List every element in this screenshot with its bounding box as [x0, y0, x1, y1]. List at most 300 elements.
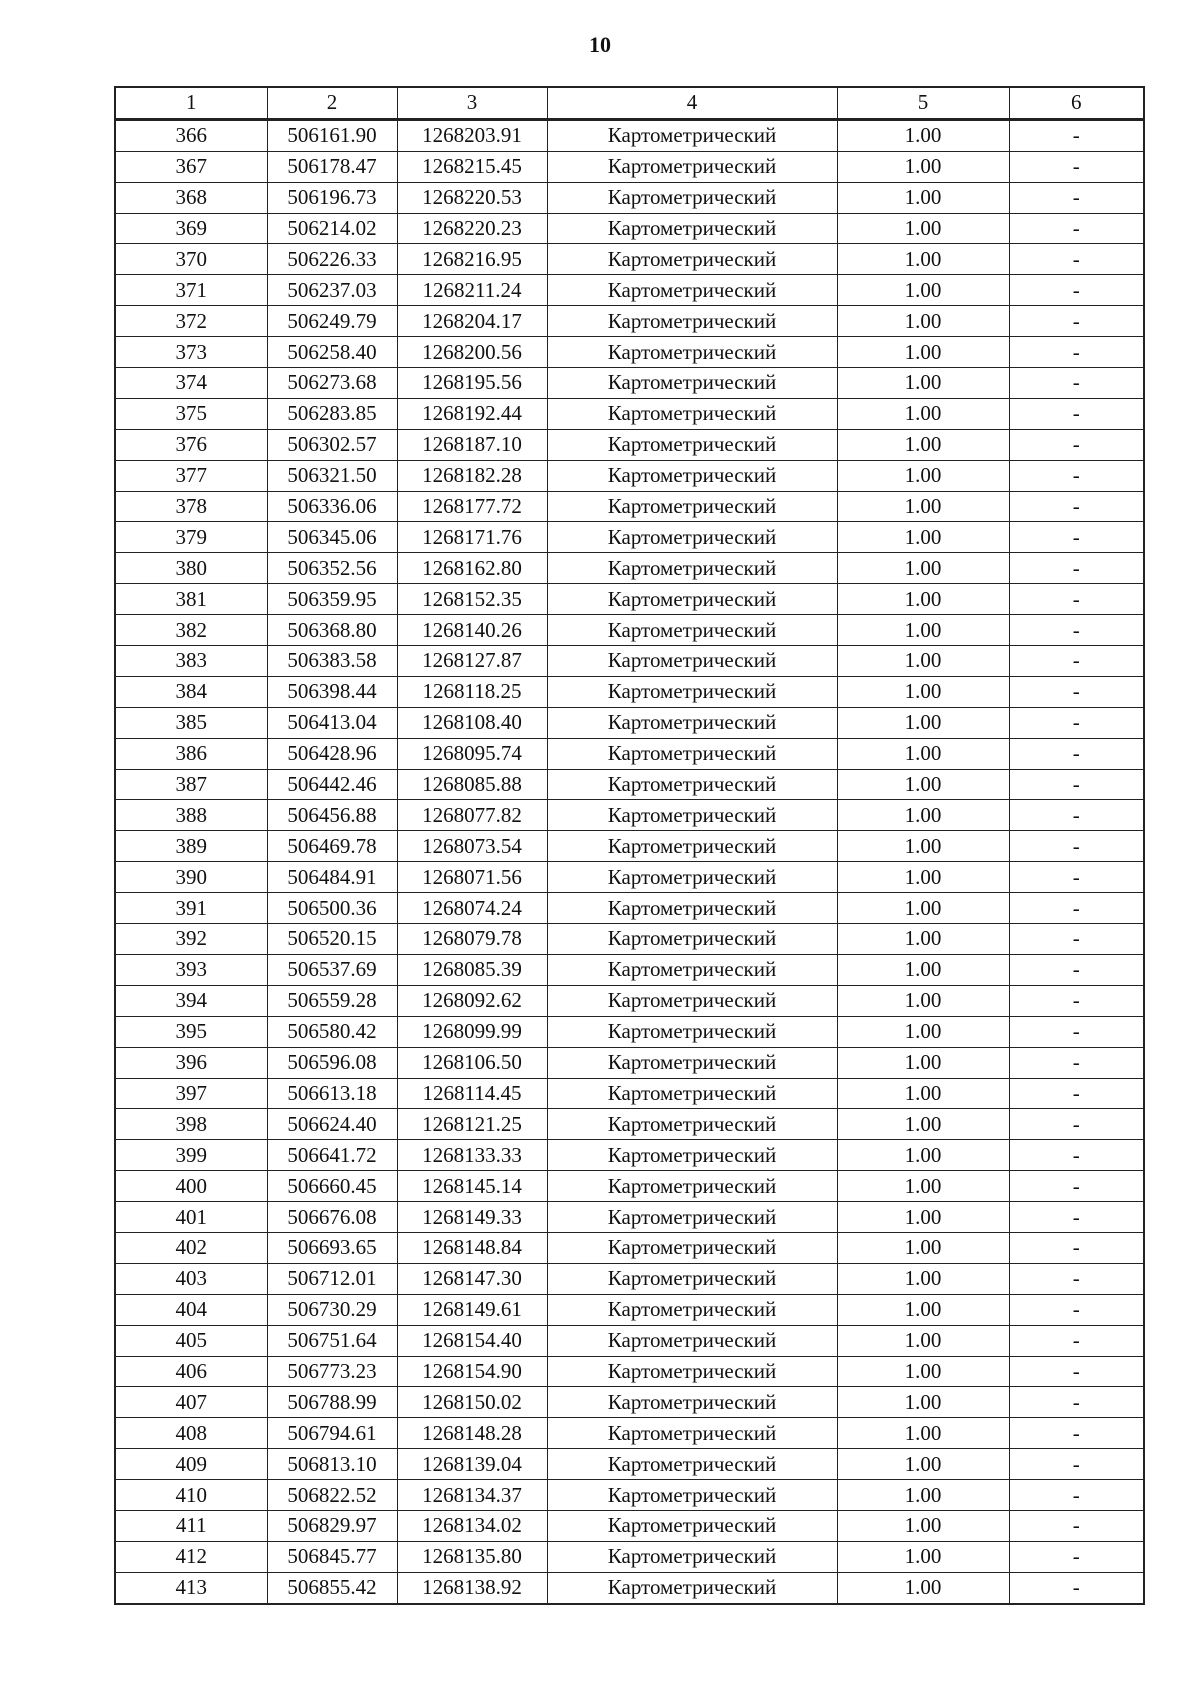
- point-number-cell: 366: [115, 119, 267, 151]
- y-coordinate-cell: 1268182.28: [397, 460, 547, 491]
- y-coordinate-cell: 1268187.10: [397, 429, 547, 460]
- x-coordinate-cell: 506660.45: [267, 1171, 397, 1202]
- y-coordinate-cell: 1268149.61: [397, 1294, 547, 1325]
- table-row: [115, 151, 1144, 182]
- note-cell: -: [1009, 1480, 1144, 1511]
- accuracy-cell: 1.00: [837, 553, 1009, 584]
- method-cell: Картометрический: [547, 1541, 837, 1572]
- accuracy-cell: 1.00: [837, 1418, 1009, 1449]
- method-cell: Картометрический: [547, 1232, 837, 1263]
- y-coordinate-cell: 1268148.84: [397, 1232, 547, 1263]
- point-number-cell: 406: [115, 1356, 267, 1387]
- accuracy-cell: 1.00: [837, 337, 1009, 368]
- note-cell: -: [1009, 615, 1144, 646]
- point-number-cell: 389: [115, 831, 267, 862]
- note-cell: -: [1009, 1047, 1144, 1078]
- point-number-cell: 401: [115, 1202, 267, 1233]
- table-row: [115, 985, 1144, 1016]
- x-coordinate-cell: 506484.91: [267, 862, 397, 893]
- note-cell: -: [1009, 398, 1144, 429]
- note-cell: -: [1009, 1232, 1144, 1263]
- method-cell: Картометрический: [547, 800, 837, 831]
- point-number-cell: 413: [115, 1572, 267, 1603]
- accuracy-cell: 1.00: [837, 707, 1009, 738]
- accuracy-cell: 1.00: [837, 1078, 1009, 1109]
- table-row: [115, 1171, 1144, 1202]
- y-coordinate-cell: 1268149.33: [397, 1202, 547, 1233]
- accuracy-cell: 1.00: [837, 1232, 1009, 1263]
- x-coordinate-cell: 506794.61: [267, 1418, 397, 1449]
- note-cell: -: [1009, 1418, 1144, 1449]
- note-cell: -: [1009, 893, 1144, 924]
- y-coordinate-cell: 1268154.40: [397, 1325, 547, 1356]
- table-row: [115, 1572, 1144, 1603]
- accuracy-cell: 1.00: [837, 615, 1009, 646]
- x-coordinate-cell: 506196.73: [267, 182, 397, 213]
- table-row: [115, 553, 1144, 584]
- x-coordinate-cell: 506596.08: [267, 1047, 397, 1078]
- page-number: 10: [589, 32, 611, 57]
- method-cell: Картометрический: [547, 1294, 837, 1325]
- point-number-cell: 383: [115, 646, 267, 677]
- note-cell: -: [1009, 151, 1144, 182]
- point-number-cell: 412: [115, 1541, 267, 1572]
- method-cell: Картометрический: [547, 584, 837, 615]
- point-number-cell: 405: [115, 1325, 267, 1356]
- accuracy-cell: 1.00: [837, 213, 1009, 244]
- method-cell: Картометрический: [547, 1325, 837, 1356]
- note-cell: -: [1009, 460, 1144, 491]
- table-row: [115, 1016, 1144, 1047]
- table-row: [115, 1449, 1144, 1480]
- x-coordinate-cell: 506398.44: [267, 676, 397, 707]
- accuracy-cell: 1.00: [837, 800, 1009, 831]
- y-coordinate-cell: 1268192.44: [397, 398, 547, 429]
- accuracy-cell: 1.00: [837, 1202, 1009, 1233]
- x-coordinate-cell: 506822.52: [267, 1480, 397, 1511]
- note-cell: -: [1009, 1510, 1144, 1541]
- accuracy-cell: 1.00: [837, 1572, 1009, 1603]
- accuracy-cell: 1.00: [837, 398, 1009, 429]
- x-coordinate-cell: 506813.10: [267, 1449, 397, 1480]
- method-cell: Картометрический: [547, 1418, 837, 1449]
- note-cell: -: [1009, 429, 1144, 460]
- note-cell: -: [1009, 1356, 1144, 1387]
- accuracy-cell: 1.00: [837, 429, 1009, 460]
- table-row: [115, 182, 1144, 213]
- y-coordinate-cell: 1268216.95: [397, 244, 547, 275]
- method-cell: Картометрический: [547, 1047, 837, 1078]
- x-coordinate-cell: 506283.85: [267, 398, 397, 429]
- point-number-cell: 393: [115, 954, 267, 985]
- table-row: [115, 119, 1144, 151]
- table-row: [115, 1232, 1144, 1263]
- x-coordinate-cell: 506321.50: [267, 460, 397, 491]
- note-cell: -: [1009, 491, 1144, 522]
- accuracy-cell: 1.00: [837, 151, 1009, 182]
- accuracy-cell: 1.00: [837, 1541, 1009, 1572]
- x-coordinate-cell: 506580.42: [267, 1016, 397, 1047]
- method-cell: Картометрический: [547, 862, 837, 893]
- point-number-cell: 375: [115, 398, 267, 429]
- x-coordinate-cell: 506613.18: [267, 1078, 397, 1109]
- x-coordinate-cell: 506383.58: [267, 646, 397, 677]
- method-cell: Картометрический: [547, 1016, 837, 1047]
- note-cell: -: [1009, 1387, 1144, 1418]
- accuracy-cell: 1.00: [837, 646, 1009, 677]
- table-row: [115, 306, 1144, 337]
- accuracy-cell: 1.00: [837, 831, 1009, 862]
- accuracy-cell: 1.00: [837, 119, 1009, 151]
- accuracy-cell: 1.00: [837, 1047, 1009, 1078]
- table-row: [115, 584, 1144, 615]
- y-coordinate-cell: 1268150.02: [397, 1387, 547, 1418]
- y-coordinate-cell: 1268200.56: [397, 337, 547, 368]
- table-row: [115, 1541, 1144, 1572]
- method-cell: Картометрический: [547, 924, 837, 955]
- point-number-cell: 408: [115, 1418, 267, 1449]
- method-cell: Картометрический: [547, 398, 837, 429]
- point-number-cell: 374: [115, 368, 267, 399]
- method-cell: Картометрический: [547, 646, 837, 677]
- method-cell: Картометрический: [547, 182, 837, 213]
- note-cell: -: [1009, 954, 1144, 985]
- x-coordinate-cell: 506352.56: [267, 553, 397, 584]
- method-cell: Картометрический: [547, 244, 837, 275]
- accuracy-cell: 1.00: [837, 460, 1009, 491]
- table-header-row: [115, 87, 1144, 119]
- note-cell: -: [1009, 584, 1144, 615]
- point-number-cell: 371: [115, 275, 267, 306]
- point-number-cell: 392: [115, 924, 267, 955]
- point-number-cell: 404: [115, 1294, 267, 1325]
- x-coordinate-cell: 506302.57: [267, 429, 397, 460]
- table-row: [115, 1109, 1144, 1140]
- note-cell: -: [1009, 182, 1144, 213]
- accuracy-cell: 1.00: [837, 182, 1009, 213]
- x-coordinate-cell: 506845.77: [267, 1541, 397, 1572]
- column-header-2: 2: [267, 87, 397, 119]
- y-coordinate-cell: 1268099.99: [397, 1016, 547, 1047]
- accuracy-cell: 1.00: [837, 1171, 1009, 1202]
- note-cell: -: [1009, 985, 1144, 1016]
- point-number-cell: 394: [115, 985, 267, 1016]
- y-coordinate-cell: 1268134.02: [397, 1510, 547, 1541]
- x-coordinate-cell: 506520.15: [267, 924, 397, 955]
- method-cell: Картометрический: [547, 1109, 837, 1140]
- accuracy-cell: 1.00: [837, 1016, 1009, 1047]
- column-header-6: 6: [1009, 87, 1144, 119]
- accuracy-cell: 1.00: [837, 368, 1009, 399]
- accuracy-cell: 1.00: [837, 924, 1009, 955]
- point-number-cell: 377: [115, 460, 267, 491]
- table-row: [115, 831, 1144, 862]
- note-cell: -: [1009, 1449, 1144, 1480]
- y-coordinate-cell: 1268177.72: [397, 491, 547, 522]
- y-coordinate-cell: 1268085.39: [397, 954, 547, 985]
- table-row: [115, 1202, 1144, 1233]
- method-cell: Картометрический: [547, 151, 837, 182]
- y-coordinate-cell: 1268071.56: [397, 862, 547, 893]
- point-number-cell: 390: [115, 862, 267, 893]
- point-number-cell: 369: [115, 213, 267, 244]
- note-cell: -: [1009, 1109, 1144, 1140]
- x-coordinate-cell: 506178.47: [267, 151, 397, 182]
- point-number-cell: 370: [115, 244, 267, 275]
- method-cell: Картометрический: [547, 893, 837, 924]
- y-coordinate-cell: 1268106.50: [397, 1047, 547, 1078]
- y-coordinate-cell: 1268220.53: [397, 182, 547, 213]
- table-row: [115, 924, 1144, 955]
- x-coordinate-cell: 506428.96: [267, 738, 397, 769]
- note-cell: -: [1009, 924, 1144, 955]
- point-number-cell: 367: [115, 151, 267, 182]
- table-row: [115, 1510, 1144, 1541]
- point-number-cell: 399: [115, 1140, 267, 1171]
- y-coordinate-cell: 1268134.37: [397, 1480, 547, 1511]
- accuracy-cell: 1.00: [837, 491, 1009, 522]
- x-coordinate-cell: 506624.40: [267, 1109, 397, 1140]
- table-row: [115, 676, 1144, 707]
- table-row: [115, 275, 1144, 306]
- method-cell: Картометрический: [547, 707, 837, 738]
- column-header-5: 5: [837, 87, 1009, 119]
- table-row: [115, 862, 1144, 893]
- table-row: [115, 738, 1144, 769]
- method-cell: Картометрический: [547, 1140, 837, 1171]
- note-cell: -: [1009, 368, 1144, 399]
- method-cell: Картометрический: [547, 337, 837, 368]
- note-cell: -: [1009, 337, 1144, 368]
- method-cell: Картометрический: [547, 615, 837, 646]
- table-row: [115, 244, 1144, 275]
- method-cell: Картометрический: [547, 1078, 837, 1109]
- method-cell: Картометрический: [547, 368, 837, 399]
- accuracy-cell: 1.00: [837, 1263, 1009, 1294]
- note-cell: -: [1009, 1016, 1144, 1047]
- accuracy-cell: 1.00: [837, 1325, 1009, 1356]
- method-cell: Картометрический: [547, 491, 837, 522]
- table-row: [115, 398, 1144, 429]
- accuracy-cell: 1.00: [837, 985, 1009, 1016]
- method-cell: Картометрический: [547, 553, 837, 584]
- note-cell: -: [1009, 738, 1144, 769]
- point-number-cell: 386: [115, 738, 267, 769]
- note-cell: -: [1009, 862, 1144, 893]
- table-row: [115, 1387, 1144, 1418]
- point-number-cell: 381: [115, 584, 267, 615]
- table-body: [115, 119, 1144, 1603]
- method-cell: Картометрический: [547, 429, 837, 460]
- table-row: [115, 213, 1144, 244]
- x-coordinate-cell: 506693.65: [267, 1232, 397, 1263]
- point-number-cell: 378: [115, 491, 267, 522]
- x-coordinate-cell: 506368.80: [267, 615, 397, 646]
- x-coordinate-cell: 506537.69: [267, 954, 397, 985]
- point-number-cell: 380: [115, 553, 267, 584]
- column-header-1: 1: [115, 87, 267, 119]
- x-coordinate-cell: 506676.08: [267, 1202, 397, 1233]
- x-coordinate-cell: 506469.78: [267, 831, 397, 862]
- table-row: [115, 368, 1144, 399]
- accuracy-cell: 1.00: [837, 1109, 1009, 1140]
- note-cell: -: [1009, 831, 1144, 862]
- accuracy-cell: 1.00: [837, 738, 1009, 769]
- note-cell: -: [1009, 306, 1144, 337]
- point-number-cell: 384: [115, 676, 267, 707]
- note-cell: -: [1009, 1202, 1144, 1233]
- x-coordinate-cell: 506712.01: [267, 1263, 397, 1294]
- note-cell: -: [1009, 1171, 1144, 1202]
- method-cell: Картометрический: [547, 1387, 837, 1418]
- y-coordinate-cell: 1268139.04: [397, 1449, 547, 1480]
- table-row: [115, 429, 1144, 460]
- accuracy-cell: 1.00: [837, 1294, 1009, 1325]
- note-cell: -: [1009, 707, 1144, 738]
- y-coordinate-cell: 1268147.30: [397, 1263, 547, 1294]
- y-coordinate-cell: 1268195.56: [397, 368, 547, 399]
- note-cell: -: [1009, 213, 1144, 244]
- accuracy-cell: 1.00: [837, 1510, 1009, 1541]
- table-row: [115, 800, 1144, 831]
- y-coordinate-cell: 1268135.80: [397, 1541, 547, 1572]
- x-coordinate-cell: 506442.46: [267, 769, 397, 800]
- x-coordinate-cell: 506226.33: [267, 244, 397, 275]
- point-number-cell: 382: [115, 615, 267, 646]
- note-cell: -: [1009, 1294, 1144, 1325]
- y-coordinate-cell: 1268154.90: [397, 1356, 547, 1387]
- point-number-cell: 403: [115, 1263, 267, 1294]
- note-cell: -: [1009, 1572, 1144, 1603]
- method-cell: Картометрический: [547, 954, 837, 985]
- y-coordinate-cell: 1268077.82: [397, 800, 547, 831]
- point-number-cell: 376: [115, 429, 267, 460]
- method-cell: Картометрический: [547, 1263, 837, 1294]
- table-row: [115, 337, 1144, 368]
- table-row: [115, 1418, 1144, 1449]
- point-number-cell: 397: [115, 1078, 267, 1109]
- note-cell: -: [1009, 1325, 1144, 1356]
- y-coordinate-cell: 1268127.87: [397, 646, 547, 677]
- x-coordinate-cell: 506258.40: [267, 337, 397, 368]
- point-number-cell: 388: [115, 800, 267, 831]
- method-cell: Картометрический: [547, 213, 837, 244]
- y-coordinate-cell: 1268108.40: [397, 707, 547, 738]
- x-coordinate-cell: 506273.68: [267, 368, 397, 399]
- x-coordinate-cell: 506413.04: [267, 707, 397, 738]
- accuracy-cell: 1.00: [837, 893, 1009, 924]
- point-number-cell: 385: [115, 707, 267, 738]
- y-coordinate-cell: 1268114.45: [397, 1078, 547, 1109]
- table-row: [115, 1356, 1144, 1387]
- table-row: [115, 769, 1144, 800]
- point-number-cell: 391: [115, 893, 267, 924]
- y-coordinate-cell: 1268171.76: [397, 522, 547, 553]
- y-coordinate-cell: 1268203.91: [397, 119, 547, 151]
- point-number-cell: 400: [115, 1171, 267, 1202]
- accuracy-cell: 1.00: [837, 306, 1009, 337]
- accuracy-cell: 1.00: [837, 1449, 1009, 1480]
- x-coordinate-cell: 506359.95: [267, 584, 397, 615]
- table-row: [115, 1263, 1144, 1294]
- method-cell: Картометрический: [547, 1449, 837, 1480]
- note-cell: -: [1009, 553, 1144, 584]
- method-cell: Картометрический: [547, 460, 837, 491]
- y-coordinate-cell: 1268121.25: [397, 1109, 547, 1140]
- y-coordinate-cell: 1268220.23: [397, 213, 547, 244]
- point-number-cell: 410: [115, 1480, 267, 1511]
- point-number-cell: 379: [115, 522, 267, 553]
- note-cell: -: [1009, 119, 1144, 151]
- accuracy-cell: 1.00: [837, 769, 1009, 800]
- table-row: [115, 646, 1144, 677]
- note-cell: -: [1009, 769, 1144, 800]
- table-row: [115, 522, 1144, 553]
- method-cell: Картометрический: [547, 1572, 837, 1603]
- point-number-cell: 409: [115, 1449, 267, 1480]
- x-coordinate-cell: 506773.23: [267, 1356, 397, 1387]
- table-row: [115, 1140, 1144, 1171]
- y-coordinate-cell: 1268204.17: [397, 306, 547, 337]
- note-cell: -: [1009, 1078, 1144, 1109]
- point-number-cell: 398: [115, 1109, 267, 1140]
- method-cell: Картометрический: [547, 1356, 837, 1387]
- x-coordinate-cell: 506500.36: [267, 893, 397, 924]
- note-cell: -: [1009, 646, 1144, 677]
- method-cell: Картометрический: [547, 831, 837, 862]
- accuracy-cell: 1.00: [837, 244, 1009, 275]
- note-cell: -: [1009, 1140, 1144, 1171]
- accuracy-cell: 1.00: [837, 584, 1009, 615]
- table-row: [115, 1480, 1144, 1511]
- method-cell: Картометрический: [547, 119, 837, 151]
- y-coordinate-cell: 1268145.14: [397, 1171, 547, 1202]
- table-row: [115, 1078, 1144, 1109]
- x-coordinate-cell: 506788.99: [267, 1387, 397, 1418]
- point-number-cell: 387: [115, 769, 267, 800]
- point-number-cell: 402: [115, 1232, 267, 1263]
- method-cell: Картометрический: [547, 275, 837, 306]
- x-coordinate-cell: 506161.90: [267, 119, 397, 151]
- accuracy-cell: 1.00: [837, 1140, 1009, 1171]
- x-coordinate-cell: 506829.97: [267, 1510, 397, 1541]
- table-row: [115, 1294, 1144, 1325]
- y-coordinate-cell: 1268073.54: [397, 831, 547, 862]
- point-number-cell: 368: [115, 182, 267, 213]
- point-number-cell: 411: [115, 1510, 267, 1541]
- note-cell: -: [1009, 1541, 1144, 1572]
- y-coordinate-cell: 1268092.62: [397, 985, 547, 1016]
- y-coordinate-cell: 1268162.80: [397, 553, 547, 584]
- y-coordinate-cell: 1268079.78: [397, 924, 547, 955]
- accuracy-cell: 1.00: [837, 522, 1009, 553]
- note-cell: -: [1009, 1263, 1144, 1294]
- y-coordinate-cell: 1268118.25: [397, 676, 547, 707]
- x-coordinate-cell: 506641.72: [267, 1140, 397, 1171]
- accuracy-cell: 1.00: [837, 862, 1009, 893]
- accuracy-cell: 1.00: [837, 1387, 1009, 1418]
- y-coordinate-cell: 1268133.33: [397, 1140, 547, 1171]
- x-coordinate-cell: 506237.03: [267, 275, 397, 306]
- accuracy-cell: 1.00: [837, 1480, 1009, 1511]
- x-coordinate-cell: 506336.06: [267, 491, 397, 522]
- table-row: [115, 615, 1144, 646]
- point-number-cell: 407: [115, 1387, 267, 1418]
- y-coordinate-cell: 1268138.92: [397, 1572, 547, 1603]
- method-cell: Картометрический: [547, 306, 837, 337]
- accuracy-cell: 1.00: [837, 1356, 1009, 1387]
- x-coordinate-cell: 506345.06: [267, 522, 397, 553]
